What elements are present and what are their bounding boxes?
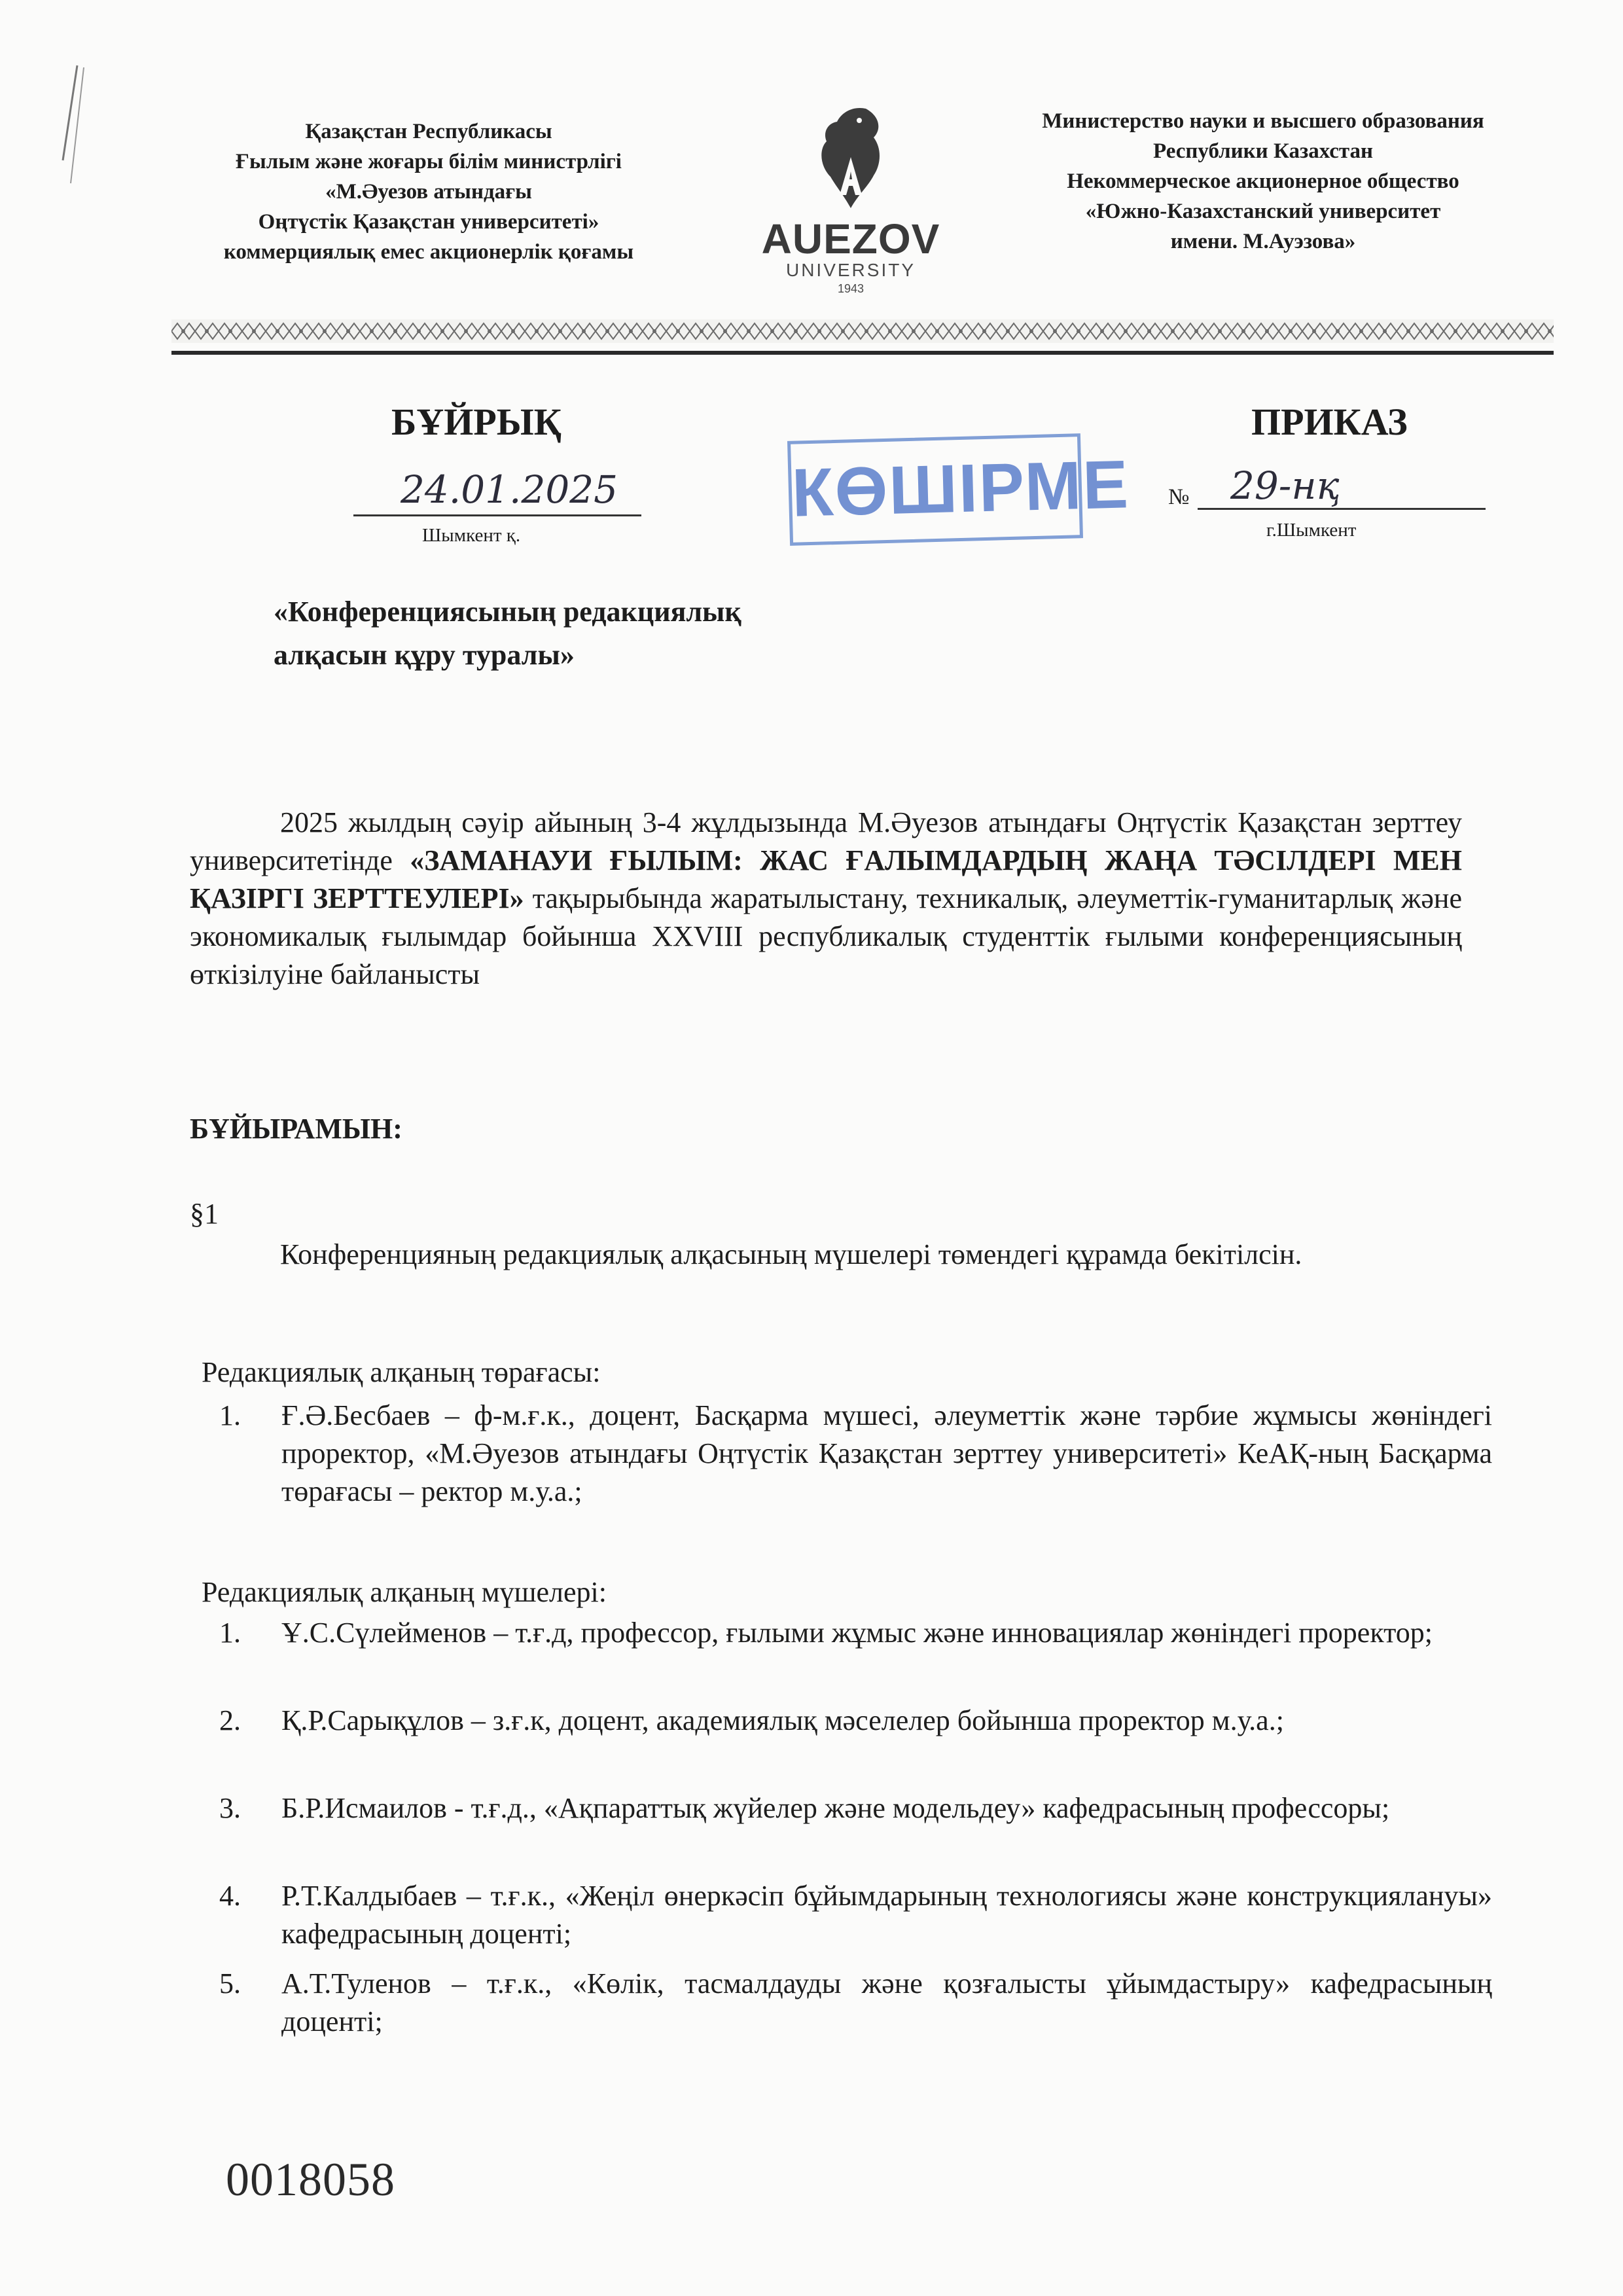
logo-year: 1943 — [837, 282, 865, 295]
intro-text: тақырыбында жаратылыстану, техникалық, әлеуметтік-гуманитарлық және экономикалық ғылымдар бойынша XXVIII республикалық студенттік ғылыми конференциясының өткізілуіне байланысты — [190, 882, 1463, 990]
header-kz-line: Қазақстан Республикасы — [305, 120, 552, 143]
order-title-kz: БҰЙРЫҚ — [391, 401, 562, 443]
header-ru-line: Министерство науки и высшего образования — [1042, 109, 1484, 133]
city-kz: Шымкент қ. — [422, 525, 521, 546]
item-text: Ғ.Ә.Бесбаев – ф-м.ғ.к., доцент, Басқарма мүшесі, әлеуметтік және тәрбие жұмысы жөніндегі проректор, «М.Әуезов атындағы Оңтүстік Қазақстан зерттеу университеті» КеАҚ-ның Басқарма төрағасы – ректор м.у.а.; — [281, 1399, 1492, 1507]
pencil-mark-icon — [51, 62, 90, 187]
list-item — [219, 1397, 1492, 1511]
subject-line: «Конференциясының редакциялық — [274, 596, 741, 628]
copy-stamp: КӨШІРМЕ — [787, 433, 1083, 546]
header-kz — [151, 117, 707, 267]
intro-paragraph — [190, 804, 1462, 994]
section-number: §1 — [190, 1198, 219, 1230]
order-title-ru: ПРИКАЗ — [1251, 401, 1408, 443]
header-kz-line: коммерциялық емес акционерлік қоғамы — [223, 240, 634, 264]
item-number: 1. — [219, 1617, 241, 1649]
order-number: 29-нқ — [1230, 463, 1340, 508]
logo-university: UNIVERSITY — [785, 260, 916, 280]
header-kz-line: «М.Әуезов атындағы — [325, 180, 532, 204]
intro-text: 2025 жылдың сәуір айының 3-4 жұлдызында М.Әуезов атындағы Оңтүстік Қазақстан зерттеу университетінде — [190, 806, 1462, 876]
item-text: А.Т.Туленов – т.ғ.к., «Көлік, тасмалдауды және қозғалысты ұйымдастыру» кафедрасының доценті; — [281, 1967, 1492, 2037]
ornament-divider — [171, 319, 1554, 343]
form-serial-number: 0018058 — [226, 2153, 395, 2206]
header-ru — [969, 106, 1558, 257]
item-text: Ұ.С.Сүлейменов – т.ғ.д, профессор, ғылыми жұмыс және инновациялар жөніндегі проректор; — [281, 1617, 1433, 1649]
header-ru-line: Республики Казахстан — [1152, 139, 1374, 163]
item-text: Б.Р.Исмаилов - т.ғ.д., «Ақпараттық жүйелер және модельдеу» кафедрасының профессоры; — [281, 1792, 1390, 1824]
subject-line: алқасын құру туралы» — [274, 639, 575, 671]
section-text: Конференцияның редакциялық алқасының мүшелері төмендегі құрамда бекітілсін. — [280, 1238, 1302, 1270]
header-rule — [171, 351, 1554, 355]
date-underline — [353, 514, 641, 516]
order-number-label: № — [1168, 485, 1190, 509]
chair-heading: Редакциялық алқаның төрағасы: — [202, 1356, 601, 1388]
item-number: 5. — [219, 1967, 241, 2000]
number-underline — [1198, 508, 1486, 510]
item-number: 1. — [219, 1399, 241, 1431]
members-heading: Редакциялық алқаның мүшелері: — [202, 1576, 607, 1608]
members-list — [219, 1614, 1495, 2085]
list-item — [219, 1702, 1436, 1740]
header-ru-line: Некоммерческое акционерное общество — [1067, 170, 1459, 193]
list-item — [219, 1877, 1492, 1953]
item-text: Р.Т.Калдыбаев – т.ғ.к., «Жеңіл өнеркәсіп бұйымдарының технологиясы және конструкциялануы» кафедрасының доценті; — [281, 1880, 1492, 1950]
city-ru: г.Шымкент — [1266, 520, 1357, 541]
conference-title: «ЗАМАНАУИ ҒЫЛЫМ: ЖАС ҒАЛЫМДАРДЫҢ ЖАҢА ТӘСІЛДЕРІ МЕН ҚАЗІРГІ ЗЕРТТЕУЛЕРІ» — [190, 844, 1463, 914]
item-text: Қ.Р.Сарықұлов – з.ғ.к, доцент, академиялық мәселелер бойынша проректор м.у.а.; — [281, 1704, 1284, 1736]
order-date: 24.01.2025 — [401, 467, 618, 512]
order-subject — [274, 590, 928, 677]
list-item — [219, 1965, 1492, 2041]
university-logo — [753, 103, 949, 306]
logo-wordmark: AUEZOV — [761, 215, 940, 262]
item-number: 2. — [219, 1704, 241, 1736]
item-number: 4. — [219, 1880, 241, 1912]
header-kz-line: Оңтүстік Қазақстан университеті» — [258, 210, 599, 234]
header-ru-line: «Южно-Казахстанский университет — [1085, 200, 1441, 223]
header-ru-line: имени. М.Ауэзова» — [1170, 230, 1356, 253]
header-kz-line: Ғылым және жоғары білім министрлігі — [236, 150, 622, 173]
list-item — [219, 1789, 1436, 1827]
command-heading: БҰЙЫРАМЫН: — [190, 1113, 402, 1145]
list-item — [219, 1614, 1436, 1652]
item-number: 3. — [219, 1792, 241, 1824]
chair-list — [219, 1397, 1495, 1541]
eagle-a-emblem-icon — [808, 103, 893, 215]
